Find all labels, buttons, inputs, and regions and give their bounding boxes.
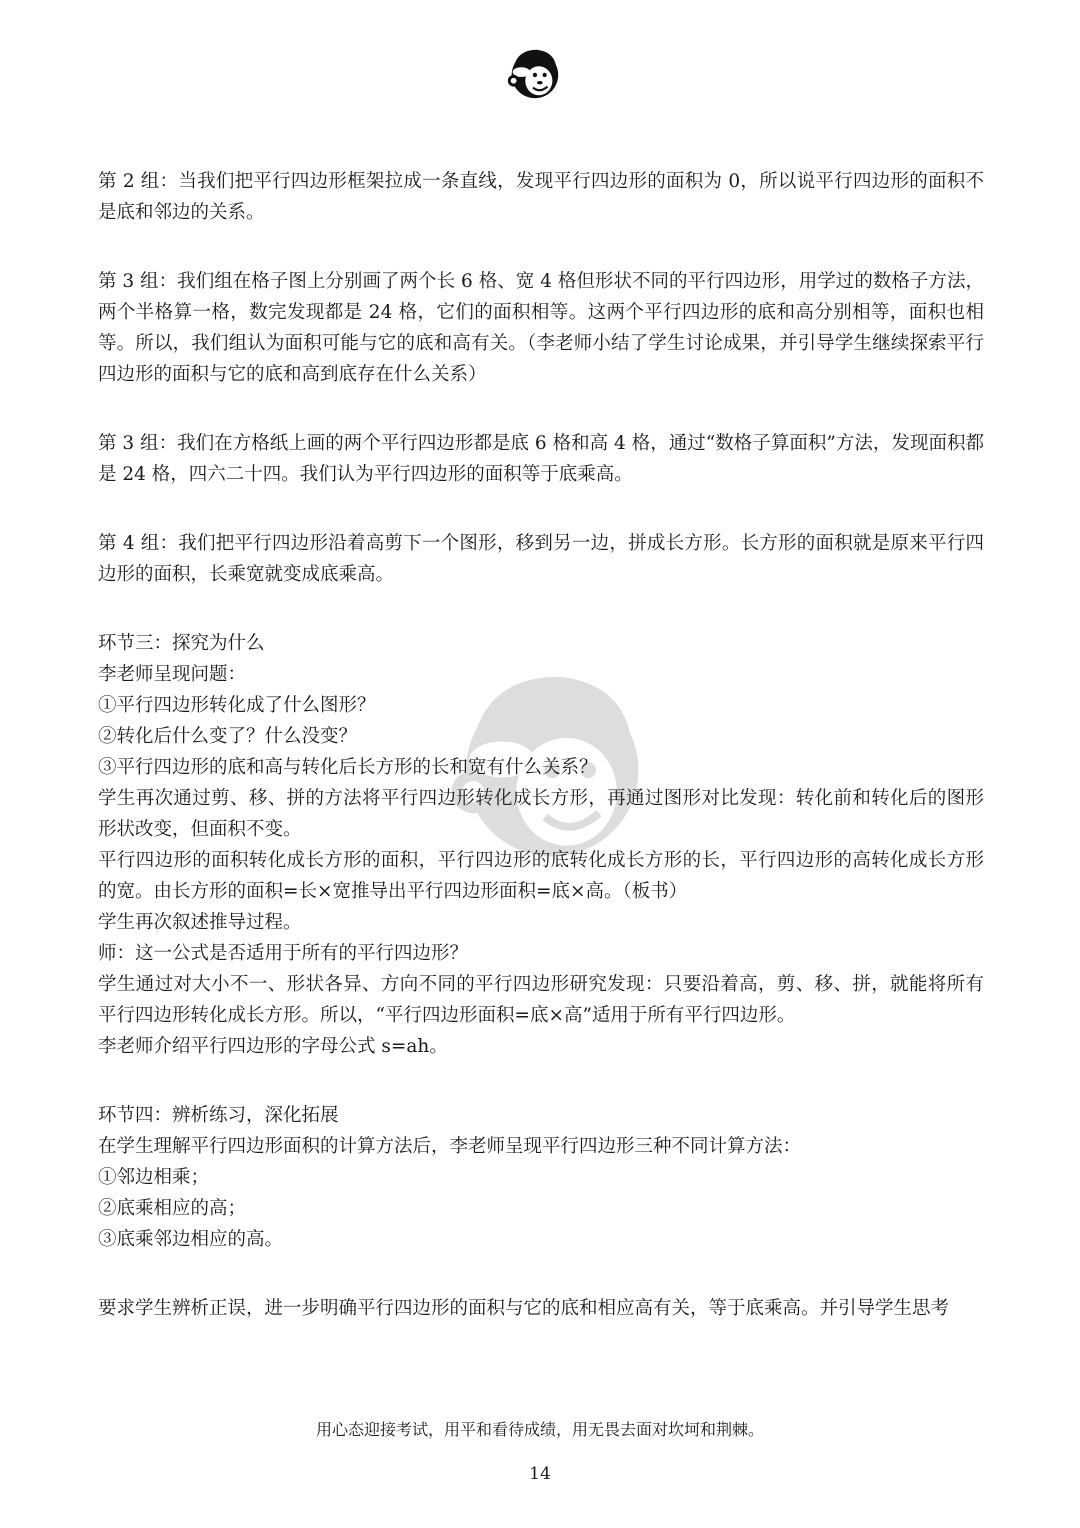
section-4-heading: 环节四：辨析练习，深化拓展 [98, 1105, 339, 1126]
section-3-line: 学生再次通过剪、移、拼的方法将平行四边形转化成长方形，再通过图形对比发现：转化前和转化后的图形形状改变，但面积不变。 [98, 788, 984, 840]
section-3-line: ③平行四边形的底和高与转化后长方形的长和宽有什么关系？ [98, 757, 598, 778]
section-4-line: ③底乘邻边相应的高。 [98, 1229, 284, 1250]
section-3-line: 学生通过对大小不一、形状各异、方向不同的平行四边形研究发现：只要沿着高，剪、移、拼，就能将所有平行四边形转化成长方形。所以，“平行四边形面积=底×高”适用于所有平行四边形。 [98, 974, 984, 1026]
group-4-paragraph: 第 4 组：我们把平行四边形沿着高剪下一个图形，移到另一边，拼成长方形。长方形的面积就是原来平行四边形的面积，长乘宽就变成底乘高。 [98, 533, 984, 585]
closing-paragraph: 要求学生辨析正误，进一步明确平行四边形的面积与它的底和相应高有关，等于底乘高。并引导学生思考 [98, 1298, 950, 1319]
section-3-heading: 环节三：探究为什么 [98, 633, 265, 654]
document-body [98, 166, 984, 1324]
section-3-line: ②转化后什么变了？什么没变？ [98, 726, 358, 747]
section-3-line: 平行四边形的面积转化成长方形的面积，平行四边形的底转化成长方形的长，平行四边形的高转化成长方形的宽。由长方形的面积=长×宽推导出平行四边形面积=底×高。（板书） [98, 850, 984, 902]
monkey-mascot-icon [502, 42, 564, 104]
group-3-grid-paragraph: 第 3 组：我们组在格子图上分别画了两个长 6 格、宽 4 格但形状不同的平行四边形，用学过的数格子方法，两个半格算一格，数完发现都是 24 格，它们的面积相等。这两个平行四边形的底和高分别相等，面积也相等。所以，我们组认为面积可能与它的底和高有关。（李老师小结了学生讨论成果，并引导学生继续探索平行四边形的面积与它的底和高到底存在什么关系） [98, 271, 984, 385]
section-3-line: 李老师介绍平行四边形的字母公式 s=ah。 [98, 1036, 448, 1057]
page-number: 14 [529, 1464, 551, 1484]
section-3-line: 学生再次叙述推导过程。 [98, 912, 302, 933]
section-4-line: ①邻边相乘； [98, 1167, 210, 1188]
section-3-line: ①平行四边形转化成了什么图形？ [98, 695, 376, 716]
group-2-paragraph: 第 2 组：当我们把平行四边形框架拉成一条直线，发现平行四边形的面积为 0，所以说平行四边形的面积不是底和邻边的关系。 [98, 171, 984, 223]
section-4-line: ②底乘相应的高； [98, 1198, 247, 1219]
group-3-square-paper-paragraph: 第 3 组：我们在方格纸上画的两个平行四边形都是底 6 格和高 4 格，通过“数格子算面积”方法，发现面积都是 24 格，四六二十四。我们认为平行四边形的面积等于底乘高。 [98, 433, 984, 485]
footer-motto: 用心态迎接考试，用平和看待成绩，用无畏去面对坎坷和荆棘。 [315, 1420, 764, 1439]
section-3-line: 师：这一公式是否适用于所有的平行四边形？ [98, 943, 469, 964]
section-4-line: 在学生理解平行四边形面积的计算方法后，李老师呈现平行四边形三种不同计算方法： [98, 1136, 802, 1157]
section-3-line: 李老师呈现问题： [98, 664, 247, 685]
